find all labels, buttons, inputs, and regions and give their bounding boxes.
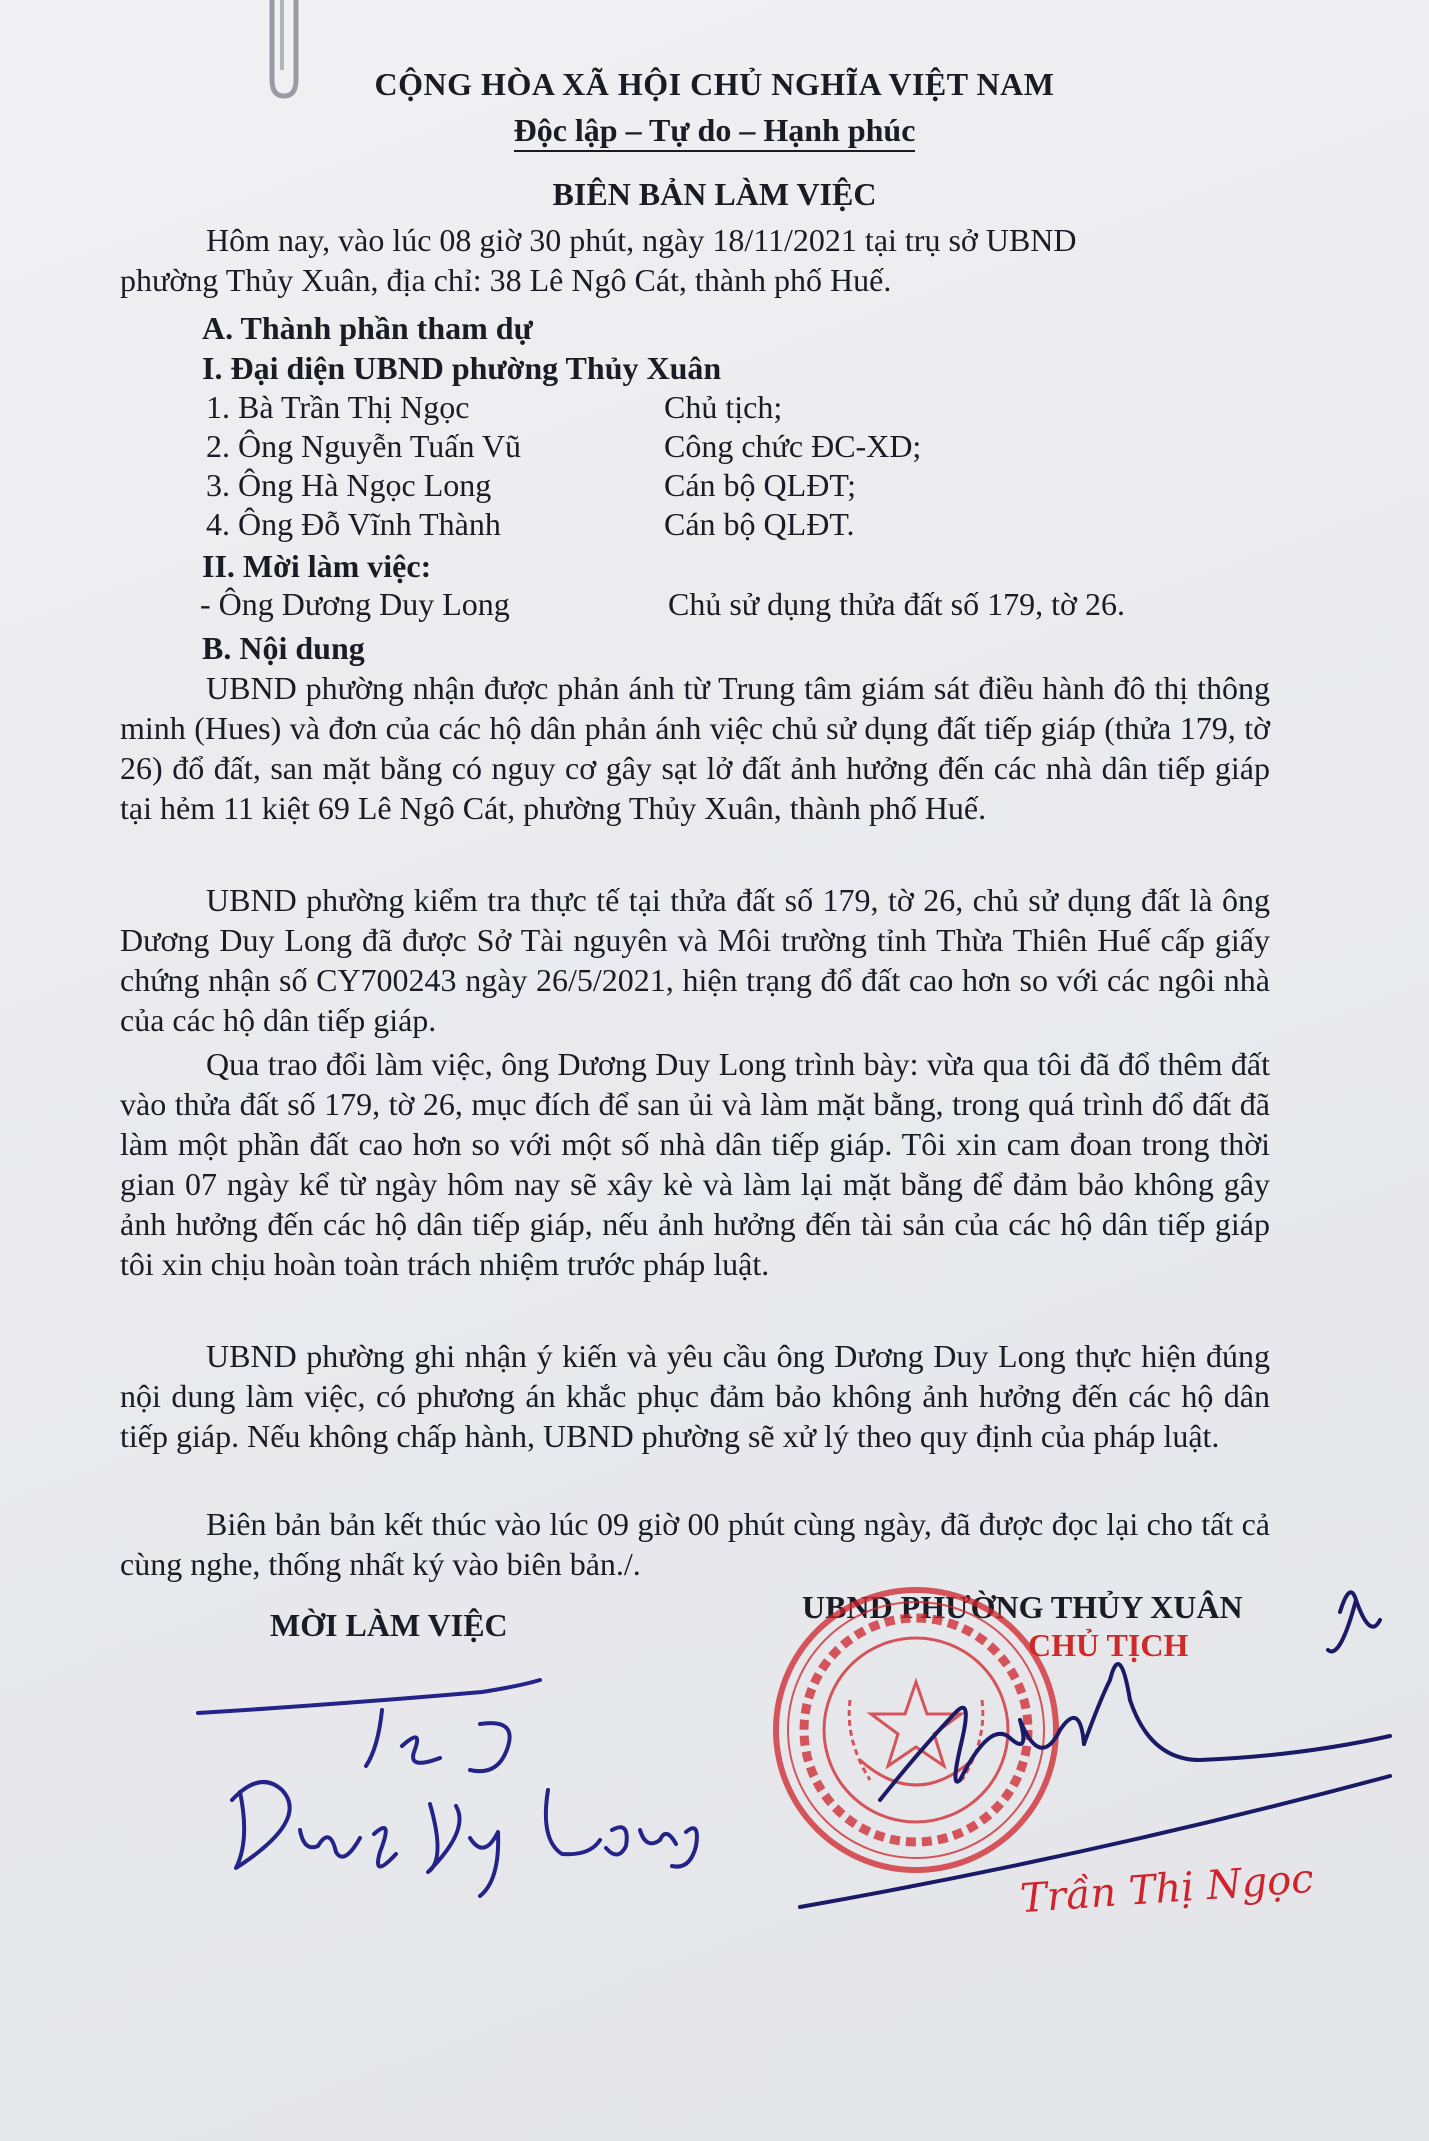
member-name: 3. Ông Hà Ngọc Long (206, 467, 492, 503)
document-title: BIÊN BẢN LÀM VIỆC (552, 176, 877, 212)
section-b-heading: B. Nội dung (202, 630, 365, 666)
member-name: 2. Ông Nguyễn Tuấn Vũ (206, 428, 521, 464)
member-role: Công chức ĐC-XD; (664, 428, 922, 464)
motto-text: Độc lập – Tự do – Hạnh phúc (514, 112, 916, 152)
intro-line-2: phường Thủy Xuân, địa chỉ: 38 Lê Ngô Cát, thành phố Huế. (120, 262, 892, 298)
member-name: 1. Bà Trần Thị Ngọc (206, 389, 470, 425)
chairman-name: Trần Thị Ngọc (1018, 1855, 1316, 1923)
intro-line-1: Hôm nay, vào lúc 08 giờ 30 phút, ngày 18/11/2021 tại trụ sở UBND (206, 222, 1077, 258)
country-name: CỘNG HÒA XÃ HỘI CHỦ NGHĨA VIỆT NAM (374, 66, 1055, 102)
group2-heading: II. Mời làm việc: (202, 548, 432, 584)
content-paragraph-1: UBND phường nhận được phản ánh từ Trung tâm giám sát điều hành đô thị thông minh (Hues) và đơn của các hộ dân phản ánh việc chủ sử dụng đất tiếp giáp (thửa 179, tờ 26) đổ đất, san mặt bằng có nguy cơ gây sạt lở đất ảnh hưởng đến các nhà dân tiếp giáp tại hẻm 11 kiệt 69 Lê Ngô Cát, phường Thủy Xuân, thành phố Huế. (120, 670, 1270, 826)
content-paragraph-2: UBND phường kiểm tra thực tế tại thửa đất số 179, tờ 26, chủ sử dụng đất là ông Dương Duy Long đã được Sở Tài nguyên và Môi trường tỉnh Thừa Thiên Huế cấp giấy chứng nhận số CY700243 ngày 26/5/2021, hiện trạng đổ đất cao hơn so với các ngôi nhà của các hộ dân tiếp giáp. (120, 882, 1270, 1038)
member-role: Cán bộ QLĐT. (664, 506, 855, 542)
invitee-signature-label: MỜI LÀM VIỆC (270, 1607, 508, 1643)
member-name: 4. Ông Đỗ Vĩnh Thành (206, 506, 501, 542)
member-role: Cán bộ QLĐT; (664, 467, 856, 503)
invitee-name: - Ông Dương Duy Long (200, 586, 510, 622)
group1-heading: I. Đại diện UBND phường Thủy Xuân (202, 350, 722, 386)
invitee-role: Chủ sử dụng thửa đất số 179, tờ 26. (668, 586, 1125, 622)
committee-signature-label: UBND PHƯỜNG THỦY XUÂN (802, 1589, 1243, 1625)
content-paragraph-4: UBND phường ghi nhận ý kiến và yêu cầu ông Dương Duy Long thực hiện đúng nội dung làm việc, có phương án khắc phục đảm bảo không ảnh hưởng đến các hộ dân tiếp giáp. Nếu không chấp hành, UBND phường sẽ xử lý theo quy định của pháp luật. (120, 1338, 1270, 1454)
content-paragraph-5: Biên bản bản kết thúc vào lúc 09 giờ 00 phút cùng ngày, đã được đọc lại cho tất cả cùng nghe, thống nhất ký vào biên bản./. (120, 1506, 1270, 1582)
section-a-heading: A. Thành phần tham dự (202, 310, 533, 346)
chairman-title: CHỦ TỊCH (1028, 1627, 1189, 1663)
content-paragraph-3: Qua trao đổi làm việc, ông Dương Duy Long trình bày: vừa qua tôi đã đổ thêm đất vào thửa đất số 179, tờ 26, mục đích để san ủi và làm mặt bằng, trong quá trình đổ đất đã làm một phần đất cao hơn so với một số nhà dân tiếp giáp. Tôi xin cam đoan trong thời gian 07 ngày kể từ ngày hôm nay sẽ xây kè và làm lại mặt bằng để đảm bảo không gây ảnh hưởng đến các hộ dân tiếp giáp, nếu ảnh hưởng đến tài sản của các hộ dân tiếp giáp tôi xin chịu hoàn toàn trách nhiệm trước pháp luật. (120, 1046, 1270, 1282)
member-role: Chủ tịch; (664, 389, 783, 425)
